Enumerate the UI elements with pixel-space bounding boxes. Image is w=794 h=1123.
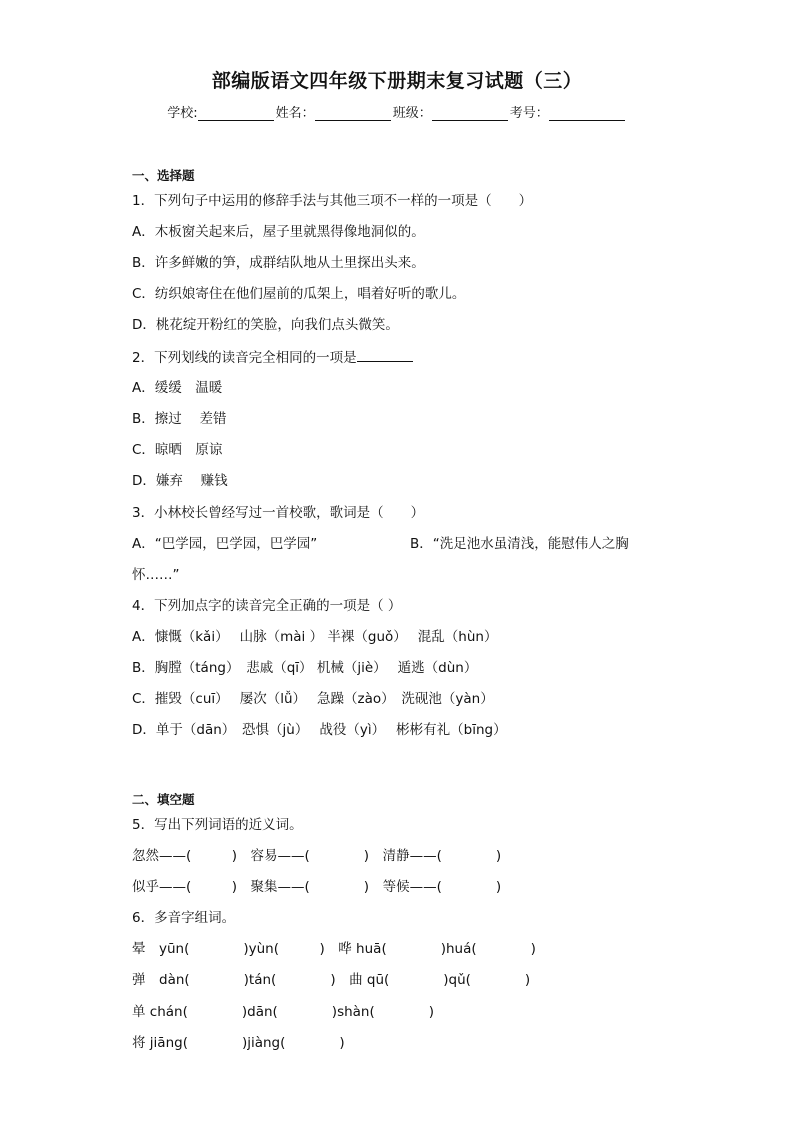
q2-option-a: A．缓缓 温暖 [132, 380, 223, 396]
school-label: 学校: [167, 106, 198, 121]
q1-option-d: D．桃花绽开粉红的笑脸，向我们点头微笑。 [132, 317, 399, 333]
q6-row-3[interactable]: 单 chán( )dān( )shàn( ) [132, 1004, 435, 1020]
name-blank[interactable] [315, 106, 391, 121]
q1-option-a: A．木板窗关起来后，屋子里就黑得像地洞似的。 [132, 224, 425, 240]
class-label: 班级： [392, 106, 432, 121]
q4-option-d: D．单于（dān） 恐惧（jù） 战役（yì） 彬彬有礼（bīng） [132, 722, 507, 738]
q3-option-b: B．“洗足池水虽清浅，能慰伟人之胸 [410, 536, 629, 552]
q3-option-a: A．“巴学园，巴学园，巴学园” [132, 536, 318, 552]
q6-stem: 6．多音字组词。 [132, 910, 236, 926]
q5-row-2[interactable]: 似乎——( ) 聚集——( ) 等候——( ) [132, 879, 502, 895]
q2-option-b: B．擦过 差错 [132, 411, 227, 427]
section-heading-fill: 二、填空题 [132, 792, 195, 807]
q6-row-2[interactable]: 弹 dàn( )tán( ) 曲 qū( )qǔ( ) [132, 972, 531, 988]
q2-answer-blank[interactable] [357, 348, 413, 362]
q6-row-4[interactable]: 将 jiāng( )jiàng( ) [132, 1035, 345, 1051]
name-field [276, 102, 393, 121]
q1-stem: 1．下列句子中运用的修辞手法与其他三项不一样的一项是（ ） [132, 193, 533, 209]
q1-option-c: C．纺织娘寄住在他们屋前的瓜架上，唱着好听的歌儿。 [132, 286, 466, 302]
q4-option-c: C．摧毁（cuī） 屡次（lǚ） 急躁（zào） 洗砚池（yàn） [132, 691, 494, 707]
student-info-row [0, 102, 794, 121]
exam-number-blank[interactable] [549, 106, 625, 121]
q5-stem: 5．写出下列词语的近义词。 [132, 817, 303, 833]
q4-option-a: A．慷慨（kǎi） 山脉（mài ） 半裸（guǒ） 混乱（hùn） [132, 629, 498, 645]
page-title: 部编版语文四年级下册期末复习试题（三） [211, 70, 583, 92]
exam-number-label: 考号： [509, 106, 549, 121]
class-field [393, 102, 510, 121]
section-heading-choice: 一、选择题 [132, 168, 195, 183]
class-blank[interactable] [432, 106, 508, 121]
q2-stem-line [132, 348, 413, 367]
q4-stem: 4．下列加点字的读音完全正确的一项是（ ） [132, 598, 402, 614]
school-blank[interactable] [198, 106, 274, 121]
q2-option-d: D．嫌弃 赚钱 [132, 473, 228, 489]
q3-option-b-continued: 怀……” [132, 567, 180, 583]
q5-row-1[interactable]: 忽然——( ) 容易——( ) 清静——( ) [132, 848, 502, 864]
school-field [167, 102, 275, 121]
q6-row-1[interactable]: 晕 yūn( )yùn( ) 哗 huā( )huá( ) [132, 941, 536, 957]
q1-option-b: B．许多鲜嫩的笋，成群结队地从土里探出头来。 [132, 255, 425, 271]
q2-option-c: C．晾晒 原谅 [132, 442, 223, 458]
exam-number-field [510, 102, 627, 121]
q3-stem: 3．小林校长曾经写过一首校歌，歌词是（ ） [132, 505, 425, 521]
name-label: 姓名： [275, 106, 315, 121]
q2-stem: 2．下列划线的读音完全相同的一项是 [132, 350, 357, 366]
q4-option-b: B．胸膛（táng） 悲戚（qī） 机械（jiè） 遁逃（dùn） [132, 660, 478, 676]
